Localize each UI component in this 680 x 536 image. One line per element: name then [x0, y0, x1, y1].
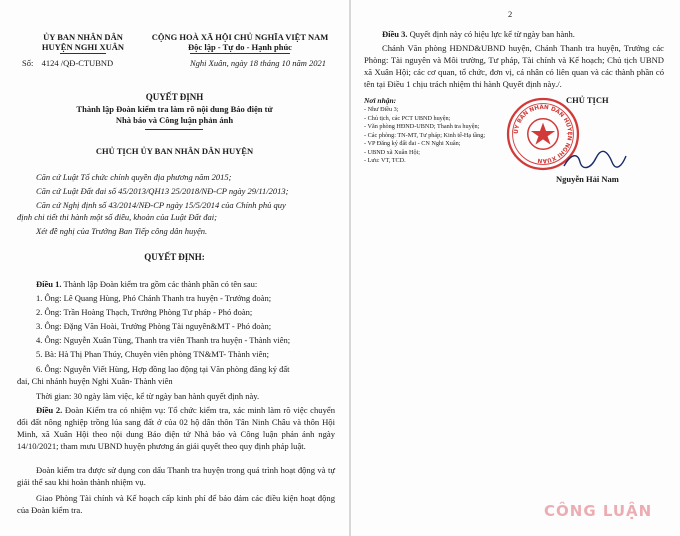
- funding: Giao Phòng Tài chính và Kế hoạch cấp kinh phí để bảo đảm các điều kiện hoạt động của Đoàn kiểm tra.: [17, 493, 335, 515]
- article-1-label: Điều 1.: [36, 279, 62, 289]
- recipient-item: - Các phòng: TN-MT, Tư pháp; Kinh tế-Hạ tầng;: [364, 131, 486, 139]
- doc-type: QUYẾT ĐỊNH: [145, 92, 204, 102]
- subject-underline: [145, 129, 203, 130]
- place-date: Nghi Xuân, ngày 18 tháng 10 năm 2021: [190, 58, 326, 68]
- signer-name: Nguyễn Hải Nam: [556, 174, 619, 184]
- member-6a: 6. Ông: Nguyễn Viết Hùng, Hợp đồng lao động tại Văn phòng đăng ký đất: [36, 364, 290, 374]
- member-2: 2. Ông: Trần Hoàng Thạch, Trưởng Phòng Tư pháp - Phó đoàn;: [36, 307, 253, 317]
- article-2: [17, 404, 335, 452]
- doc-number-suffix: /QĐ-CTUBND: [60, 58, 114, 68]
- article-1: [36, 279, 257, 289]
- legal-basis-4: Xét đề nghị của Trưởng Ban Tiếp công dân huyện.: [36, 226, 208, 236]
- authority-line2: HUYỆN NGHI XUÂN: [41, 42, 125, 52]
- article-2-text: Đoàn Kiểm tra có nhiệm vụ: Tổ chức kiểm tra, xác minh làm rõ việc chuyển đổi đất nông nghiệp trồng lúa sang đất ở của 02 hộ dân thôn Tân Ninh Châu và thôn Hội Minh, xã Xuân Hội theo nội dung Báo điện tử Nhà báo và Công luận phản ánh ngày 14/10/2021; tham mưu UBND huyện phương án giải quyết theo quy định pháp luật.: [17, 405, 336, 451]
- doc-number-prefix: Số:: [22, 58, 34, 68]
- motto-underline: [190, 53, 290, 54]
- doc-subject-line1: Thành lập Đoàn kiểm tra làm rõ nội dung Báo điện tử: [76, 104, 273, 114]
- doc-number: [22, 58, 113, 68]
- article-2-label: Điều 2.: [36, 405, 63, 415]
- legal-basis-2: Căn cứ Luật Đất đai số 45/2013/QH13 25/2018/NĐ-CP ngày 29/11/2013;: [36, 186, 289, 196]
- decides-heading: QUYẾT ĐỊNH:: [144, 252, 205, 262]
- member-4: 4. Ông: Nguyễn Xuân Tùng, Thanh tra viên Thanh tra huyện - Thành viên;: [36, 335, 291, 345]
- legal-basis-3b: định chi tiết thi hành một số điều, khoản của Luật Đất đai;: [17, 212, 217, 222]
- legal-basis-1: Căn cứ Luật Tổ chức chính quyền địa phương năm 2015;: [36, 172, 232, 182]
- recipients-list: [364, 106, 485, 166]
- watermark-logo: CÔNG LUẬN: [544, 502, 653, 520]
- recipient-item: - UBND xã Xuân Hội;: [364, 148, 421, 156]
- doc-subject-line2: Nhà báo và Công luận phản ánh: [115, 115, 234, 125]
- recipient-item: - Lưu: VT, TCD.: [364, 157, 406, 164]
- authority-line1: ỦY BAN NHÂN DÂN: [43, 32, 123, 42]
- issuing-authority: [28, 32, 138, 52]
- recipient-item: - Văn phòng HĐND-UBND; Thanh tra huyện;: [364, 123, 480, 130]
- signer-title: CHỦ TỊCH: [566, 95, 609, 105]
- recipient-item: - VP Đăng ký đất đai - CN Nghi Xuân;: [364, 140, 461, 147]
- article-3-label: Điều 3.: [382, 29, 408, 39]
- legal-basis-3a: Căn cứ Nghị định số 43/2014/NĐ-CP ngày 15/5/2014 của Chính phủ quy: [36, 200, 286, 210]
- duration: Thời gian: 30 ngày làm việc, kể từ ngày ban hành quyết định này.: [36, 391, 260, 401]
- recipient-item: - Như Điều 3;: [364, 106, 399, 113]
- seal-usage: Đoàn kiểm tra được sử dụng con dấu Thanh tra huyện trong quá trình hoạt động và tự giải thể sau khi hoàn thành nhiệm vụ.: [17, 465, 335, 487]
- page-divider: [349, 0, 351, 536]
- country-name: CỘNG HOÀ XÃ HỘI CHỦ NGHĨA VIỆT NAM: [151, 32, 329, 42]
- member-5: 5. Bà: Hà Thị Phan Thúy, Chuyên viên phòng TN&MT- Thành viên;: [36, 349, 269, 359]
- recipients-title: Nơi nhận:: [364, 96, 397, 105]
- article-3-text: Quyết định này có hiệu lực kể từ ngày ban hành.: [407, 29, 575, 39]
- member-3: 3. Ông: Đặng Văn Hoài, Trưởng Phòng Tài nguyên&MT - Phó đoàn;: [36, 321, 272, 331]
- doc-subject: [0, 104, 349, 126]
- issuer-title: CHỦ TỊCH ỦY BAN NHÂN DÂN HUYỆN: [95, 146, 254, 156]
- national-header: [140, 32, 340, 52]
- article-1-text: Thành lập Đoàn kiểm tra gồm các thành phần có tên sau:: [61, 279, 258, 289]
- execution-clause: Chánh Văn phòng HĐND&UBND huyện, Chánh Thanh tra huyện, Trưởng các Phòng: Tài nguyên và Môi trường, Tư pháp, Tài chính và Kế hoạch; Chủ tịch UBND xã Xuân Hội; các cơ quan, tổ chức, đơn vị, cá nhân có liên quan và các thành phần có tên tại Điều 1 chịu trách nhiệm thi hành Quyết định này./.: [364, 43, 664, 89]
- member-1: 1. Ông: Lê Quang Hùng, Phó Chánh Thanh tra huyện - Trưởng đoàn;: [36, 293, 272, 303]
- seal-text: ỦY BAN NHÂN DÂN HUYỆN NGHI XUÂN: [513, 104, 573, 164]
- authority-underline: [60, 53, 106, 54]
- article-3: [382, 29, 575, 39]
- recipient-item: - Chủ tịch, các PCT UBND huyện;: [364, 114, 451, 122]
- doc-number-value: 4124: [41, 58, 59, 68]
- member-6b: đai, Chi nhánh huyện Nghi Xuân- Thành viên: [17, 376, 173, 386]
- page-number: 2: [508, 9, 513, 19]
- national-motto: Độc lập - Tự do - Hạnh phúc: [188, 42, 292, 52]
- signature-icon: [560, 150, 630, 172]
